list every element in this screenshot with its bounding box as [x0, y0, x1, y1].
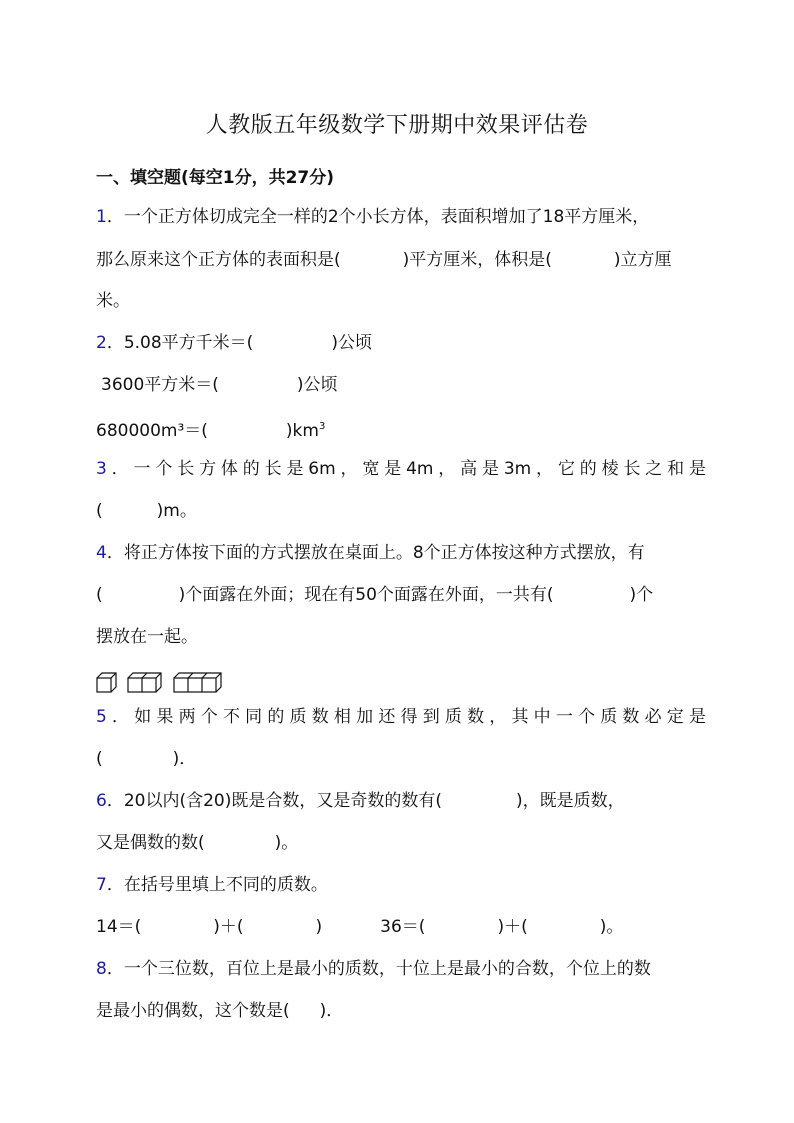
- question-2-row-3: [96, 415, 706, 443]
- section-heading-fill-blanks: 一、填空题(每空1分，共27分): [96, 168, 335, 188]
- question-1-line-1: [96, 205, 706, 229]
- question-text: ．将正方体按下面的方式摆放在桌面上。8个正方体按这种方式摆放，有: [106, 543, 645, 563]
- question-4-line-1: [96, 541, 706, 565]
- question-text: ．在括号里填上不同的质数。: [106, 875, 328, 895]
- question-text: )公顷: [331, 333, 372, 353]
- three-cubes-icon: [174, 673, 221, 692]
- question-text: 14＝(: [96, 917, 142, 937]
- question-6-line-1: [96, 789, 706, 813]
- question-8-line-1: [96, 957, 706, 981]
- question-number: 4: [96, 543, 107, 563]
- question-4-line-2: [96, 583, 706, 607]
- question-text: )km: [285, 421, 319, 441]
- question-5-line-2: [96, 747, 706, 771]
- question-number: 7: [96, 875, 107, 895]
- question-text: )．: [172, 749, 197, 769]
- question-text: )，既是质数，: [516, 791, 625, 811]
- question-text: ．一个长方体的长是6m，宽是4m，高是3m，它的棱长之和是: [106, 459, 706, 479]
- question-text: )＋(: [497, 917, 528, 937]
- question-text: )＋(: [213, 917, 244, 937]
- question-text: ．一个正方体切成完全一样的2个小长方体，表面积增加了18平方厘米，: [106, 207, 650, 227]
- question-8-line-2: [96, 999, 706, 1023]
- question-text: (: [96, 585, 103, 605]
- question-text: 那么原来这个正方体的表面积是(: [96, 250, 341, 270]
- question-text: ．一个三位数，百位上是最小的质数，十位上是最小的合数，个位上的数: [106, 959, 651, 979]
- question-4-line-3: 摆放在一起。: [96, 627, 198, 647]
- question-text: )。: [274, 833, 299, 853]
- question-3-line-1: [96, 457, 706, 481]
- question-text: 又是偶数的数(: [96, 833, 205, 853]
- question-text: )平方厘米，体积是(: [402, 250, 552, 270]
- question-text: (: [96, 501, 103, 521]
- question-number: 2: [96, 333, 107, 353]
- question-number: 8: [96, 959, 107, 979]
- question-text: 是最小的偶数，这个数是(: [96, 1001, 290, 1021]
- question-5-line-1: [96, 705, 706, 729]
- two-cubes-icon: [128, 673, 161, 692]
- question-2-row-2: [101, 373, 711, 397]
- question-text: )个面露在外面；现在有50个面露在外面，一共有(: [178, 585, 554, 605]
- question-number: 3: [96, 459, 107, 479]
- question-text: )m。: [156, 501, 197, 521]
- cube-arrangement-figure: [96, 672, 226, 694]
- question-text: )个: [629, 585, 654, 605]
- question-7-line-1: [96, 873, 706, 897]
- question-text: 680000m³＝(: [96, 421, 208, 441]
- exponent: 3: [318, 421, 326, 432]
- question-text: ．5.08平方千米＝(: [106, 333, 254, 353]
- question-text: 36＝(: [380, 917, 426, 937]
- question-text: )．: [319, 1001, 344, 1021]
- question-1-line-3: 米。: [96, 291, 130, 311]
- question-text: ．如果两个不同的质数相加还得到质数，其中一个质数必定是: [106, 707, 706, 727]
- question-text: )立方厘: [613, 250, 672, 270]
- question-text: )。: [599, 917, 624, 937]
- question-6-line-2: [96, 831, 706, 855]
- page-title: 人教版五年级数学下册期中效果评估卷: [205, 113, 589, 138]
- question-number: 6: [96, 791, 107, 811]
- single-cube-icon: [97, 673, 116, 692]
- question-text: )公顷: [296, 375, 338, 395]
- question-text: ): [315, 917, 323, 937]
- question-text: ．20以内(含20)既是合数，又是奇数的数有(: [106, 791, 442, 811]
- question-7-equations: [96, 915, 706, 939]
- question-2-row-1: [96, 331, 706, 355]
- question-number: 1: [96, 207, 107, 227]
- question-3-line-2: [96, 499, 706, 523]
- question-text: 3600平方米＝(: [101, 375, 219, 395]
- question-number: 5: [96, 707, 107, 727]
- question-text: (: [96, 749, 103, 769]
- question-1-line-2: [96, 248, 706, 272]
